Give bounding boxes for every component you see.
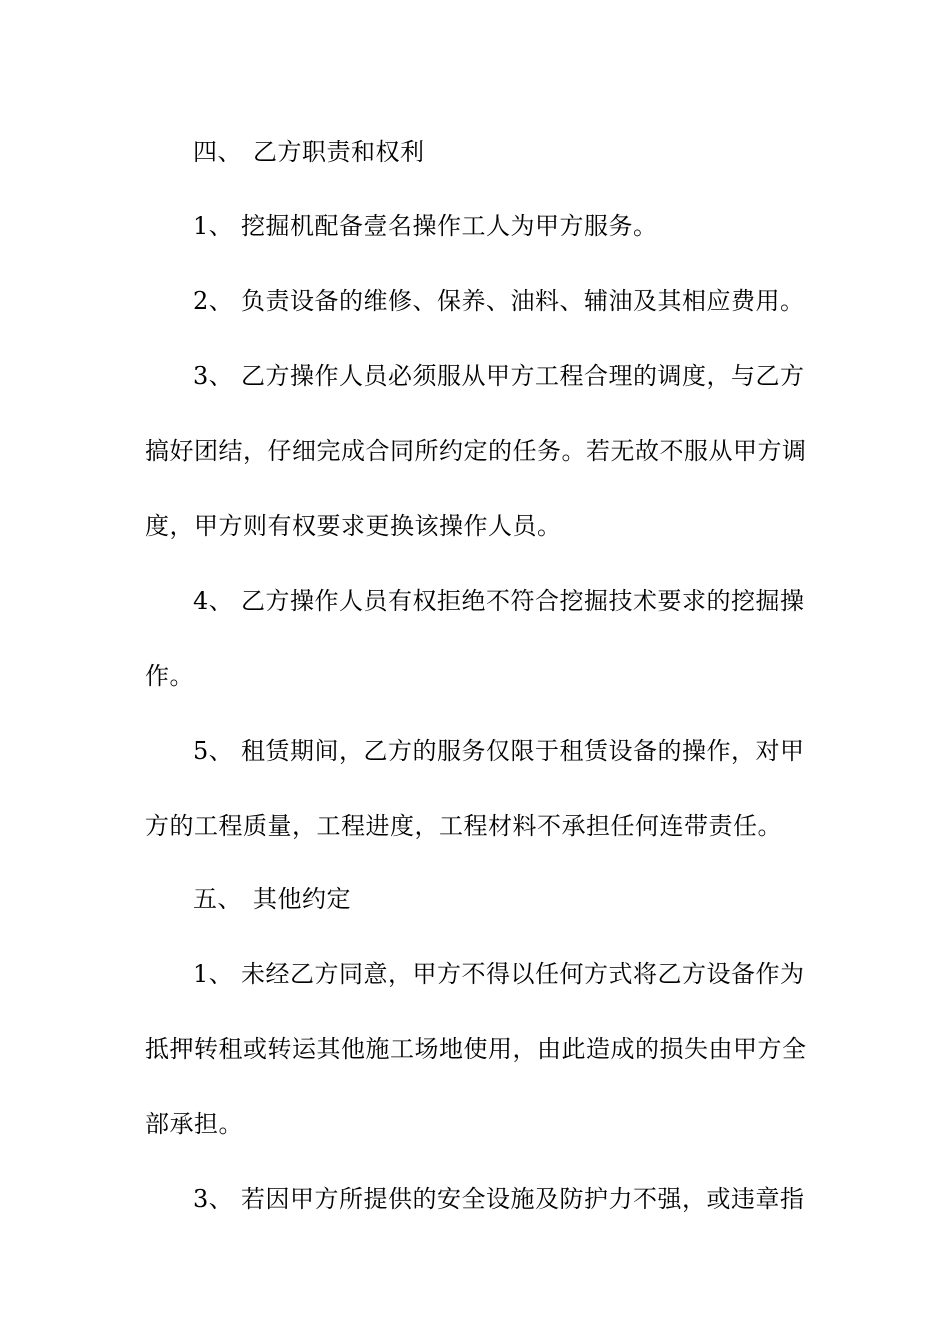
clause-4-1 bbox=[193, 211, 863, 241]
section-title: 其他约定 bbox=[253, 885, 351, 913]
clause-text: 乙方操作人员必须服从甲方工程合理的调度，与乙方 bbox=[241, 362, 805, 390]
clause-number: 1、 bbox=[193, 960, 234, 988]
clause-4-3-continuation: 度，甲方则有权要求更换该操作人员。 bbox=[145, 512, 562, 540]
section-heading-4 bbox=[193, 137, 863, 167]
clause-5-3 bbox=[193, 1184, 863, 1214]
clause-text: 未经乙方同意，甲方不得以任何方式将乙方设备作为 bbox=[241, 960, 805, 988]
clause-number: 2、 bbox=[193, 287, 234, 315]
section-heading-5 bbox=[193, 884, 863, 914]
clause-text: 租赁期间，乙方的服务仅限于租赁设备的操作，对甲 bbox=[241, 737, 805, 765]
clause-number: 4、 bbox=[193, 587, 234, 615]
clause-5-1-continuation: 抵押转租或转运其他施工场地使用，由此造成的损失由甲方全 bbox=[145, 1035, 807, 1063]
clause-4-4 bbox=[193, 586, 863, 616]
clause-4-3-continuation: 搞好团结，仔细完成合同所约定的任务。若无故不服从甲方调 bbox=[145, 437, 807, 465]
clause-4-4-continuation: 作。 bbox=[145, 662, 194, 690]
clause-5-1-continuation: 部承担。 bbox=[145, 1110, 243, 1138]
clause-text: 若因甲方所提供的安全设施及防护力不强，或违章指 bbox=[241, 1185, 805, 1213]
clause-text: 负责设备的维修、保养、油料、辅油及其相应费用。 bbox=[241, 287, 805, 315]
clause-number: 3、 bbox=[193, 1185, 234, 1213]
clause-4-3 bbox=[193, 361, 863, 391]
clause-number: 5、 bbox=[193, 737, 234, 765]
clause-5-1 bbox=[193, 959, 863, 989]
clause-4-5-continuation: 方的工程质量，工程进度，工程材料不承担任何连带责任。 bbox=[145, 812, 782, 840]
clause-text: 乙方操作人员有权拒绝不符合挖掘技术要求的挖掘操 bbox=[241, 587, 805, 615]
section-number: 五、 bbox=[193, 885, 242, 913]
clause-number: 1、 bbox=[193, 212, 234, 240]
clause-4-5 bbox=[193, 736, 863, 766]
clause-number: 3、 bbox=[193, 362, 234, 390]
section-title: 乙方职责和权利 bbox=[253, 138, 425, 166]
section-number: 四、 bbox=[193, 138, 242, 166]
clause-text: 挖掘机配备壹名操作工人为甲方服务。 bbox=[241, 212, 658, 240]
clause-4-2 bbox=[193, 286, 863, 316]
